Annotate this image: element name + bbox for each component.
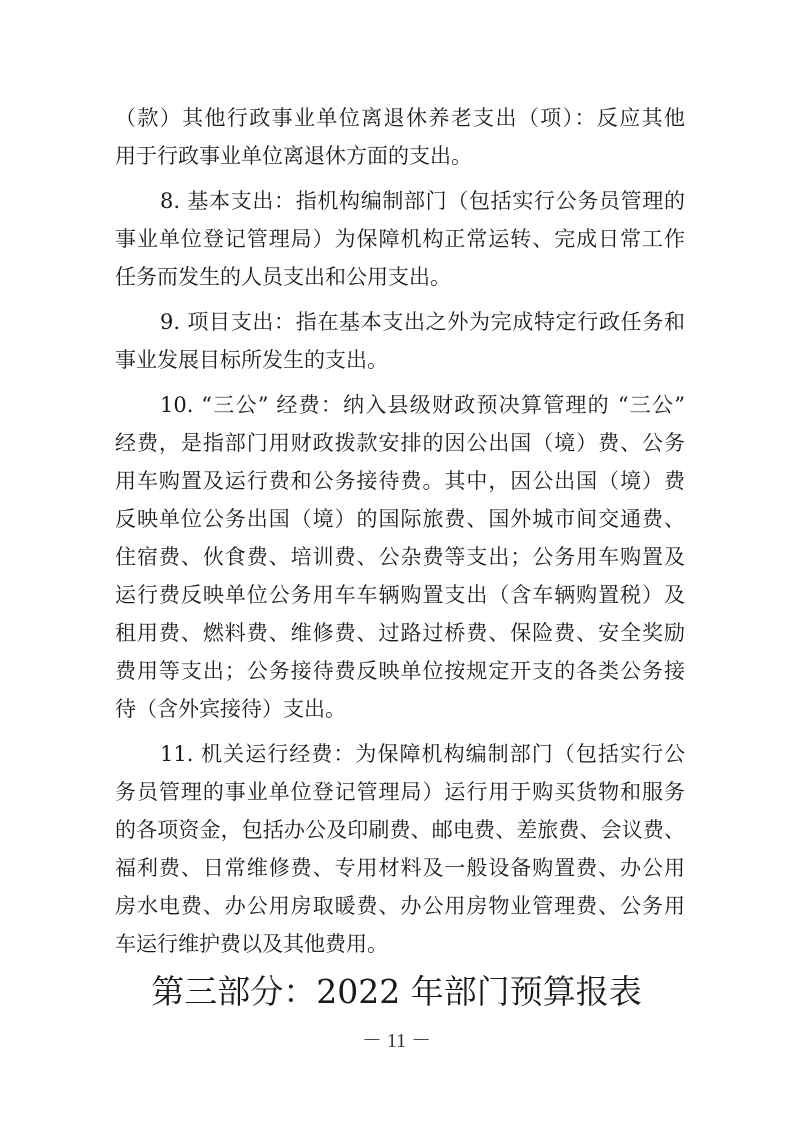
page-number: － 11 － (361, 1030, 432, 1052)
body-text-line: 用车购置及运行费和公务接待费。其中，因公出国（境）费 (115, 469, 685, 493)
body-text-line: 11. 机关运行经费：为保障机构编制部门（包括实行公 (160, 742, 685, 766)
body-text-line: 租用费、燃料费、维修费、过路过桥费、保险费、安全奖励 (115, 621, 685, 645)
body-text-line: 待（含外宾接待）支出。 (115, 697, 346, 721)
body-text-line: 10. “三公” 经费：纳入县级财政预决算管理的 “三公” (160, 393, 685, 417)
body-text-line: 的各项资金，包括办公及印刷费、邮电费、差旅费、会议费、 (115, 818, 685, 842)
body-text-line: 事业单位登记管理局）为保障机构正常运转、完成日常工作 (115, 227, 685, 251)
body-text-line: 房水电费、办公用房取暖费、办公用房物业管理费、公务用 (115, 894, 685, 918)
body-text-line: 8. 基本支出：指机构编制部门（包括实行公务员管理的 (160, 189, 685, 213)
body-text-line: 费用等支出；公务接待费反映单位按规定开支的各类公务接 (115, 659, 685, 683)
body-text-line: 反映单位公务出国（境）的国际旅费、国外城市间交通费、 (115, 507, 685, 531)
body-text-line: 经费，是指部门用财政拨款安排的因公出国（境）费、公务 (115, 431, 685, 455)
body-text-line: 运行费反映单位公务用车车辆购置支出（含车辆购置税）及 (115, 583, 685, 607)
body-text-line: 车运行维护费以及其他费用。 (115, 932, 388, 956)
body-text-line: 福利费、日常维修费、专用材料及一般设备购置费、办公用 (115, 856, 685, 880)
section-title: 第三部分：2022 年部门预算报表 (151, 972, 642, 1011)
body-text-line: 事业发展目标所发生的支出。 (115, 348, 388, 372)
body-text-line: 务员管理的事业单位登记管理局）运行用于购买货物和服务 (115, 780, 685, 804)
body-text-line: 9. 项目支出：指在基本支出之外为完成特定行政任务和 (160, 310, 685, 334)
body-text-line: （款）其他行政事业单位离退休养老支出（项）：反应其他 (115, 106, 685, 130)
body-text-line: 任务而发生的人员支出和公用支出。 (115, 265, 451, 289)
body-text-line: 住宿费、伙食费、培训费、公杂费等支出；公务用车购置及 (115, 545, 685, 569)
body-text-line: 用于行政事业单位离退休方面的支出。 (115, 144, 472, 168)
